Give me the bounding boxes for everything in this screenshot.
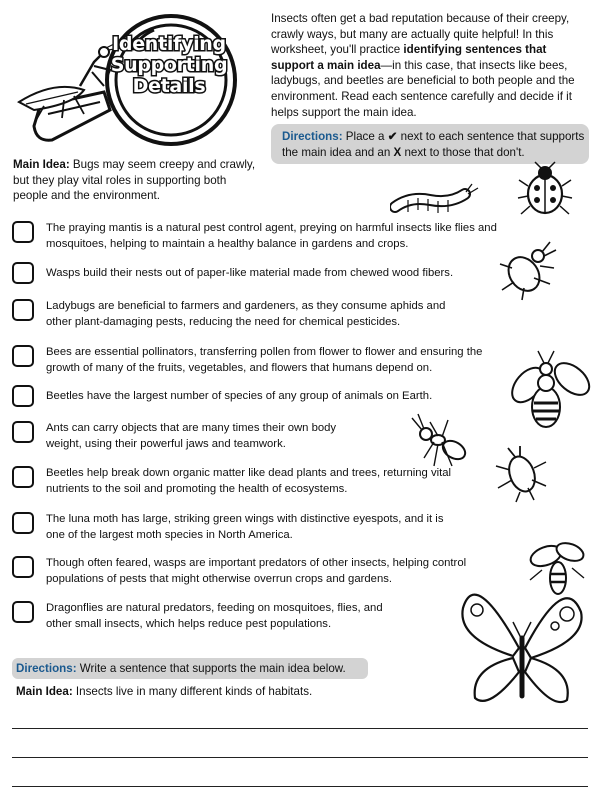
ant-icon xyxy=(404,410,474,470)
intro-paragraph: Insects often get a bad reputation because of their creepy, crawly ways, but many are actually quite helpful! In this worksheet, you'll practice identifying sentences that support a main idea—in this case, that insects like bees, ladybugs, and beetles are beneficial to both people and the environment. Read each sentence carefully and decide if it helps support the main idea. xyxy=(271,12,575,119)
answer-checkbox[interactable] xyxy=(12,262,34,284)
main-idea-2: Main Idea: Insects live in many different kinds of habitats. xyxy=(16,685,313,698)
answer-checkbox[interactable] xyxy=(12,421,34,443)
butterfly-icon xyxy=(455,578,590,718)
bee-icon xyxy=(500,345,595,435)
answer-checkbox[interactable] xyxy=(12,601,34,623)
answer-checkbox[interactable] xyxy=(12,556,34,578)
answer-checkbox[interactable] xyxy=(12,299,34,321)
answer-checkbox[interactable] xyxy=(12,345,34,367)
directions-text-2: Directions: Write a sentence that supports the main idea below. xyxy=(16,662,346,675)
writing-line[interactable] xyxy=(12,728,588,729)
ladybug-icon xyxy=(515,160,575,220)
answer-checkbox[interactable] xyxy=(12,512,34,534)
caterpillar-icon xyxy=(390,182,480,222)
checkmark-icon: ✔ xyxy=(387,130,398,143)
stag-beetle-icon xyxy=(490,444,550,504)
answer-checkbox[interactable] xyxy=(12,221,34,243)
writing-line[interactable] xyxy=(12,757,588,758)
answer-checkbox[interactable] xyxy=(12,385,34,407)
main-idea: Main Idea: Bugs may seem creepy and crawly, but they play vital roles in supporting both people and the environment. xyxy=(13,158,256,202)
answer-checkbox[interactable] xyxy=(12,466,34,488)
beetle-icon xyxy=(494,238,560,304)
worksheet-title: Identifying Supporting Details xyxy=(110,33,228,97)
writing-line[interactable] xyxy=(12,786,588,787)
directions-text: Directions: Place a ✔ next to each sentence that supports the main idea and an X next to those that don't. xyxy=(282,130,585,159)
